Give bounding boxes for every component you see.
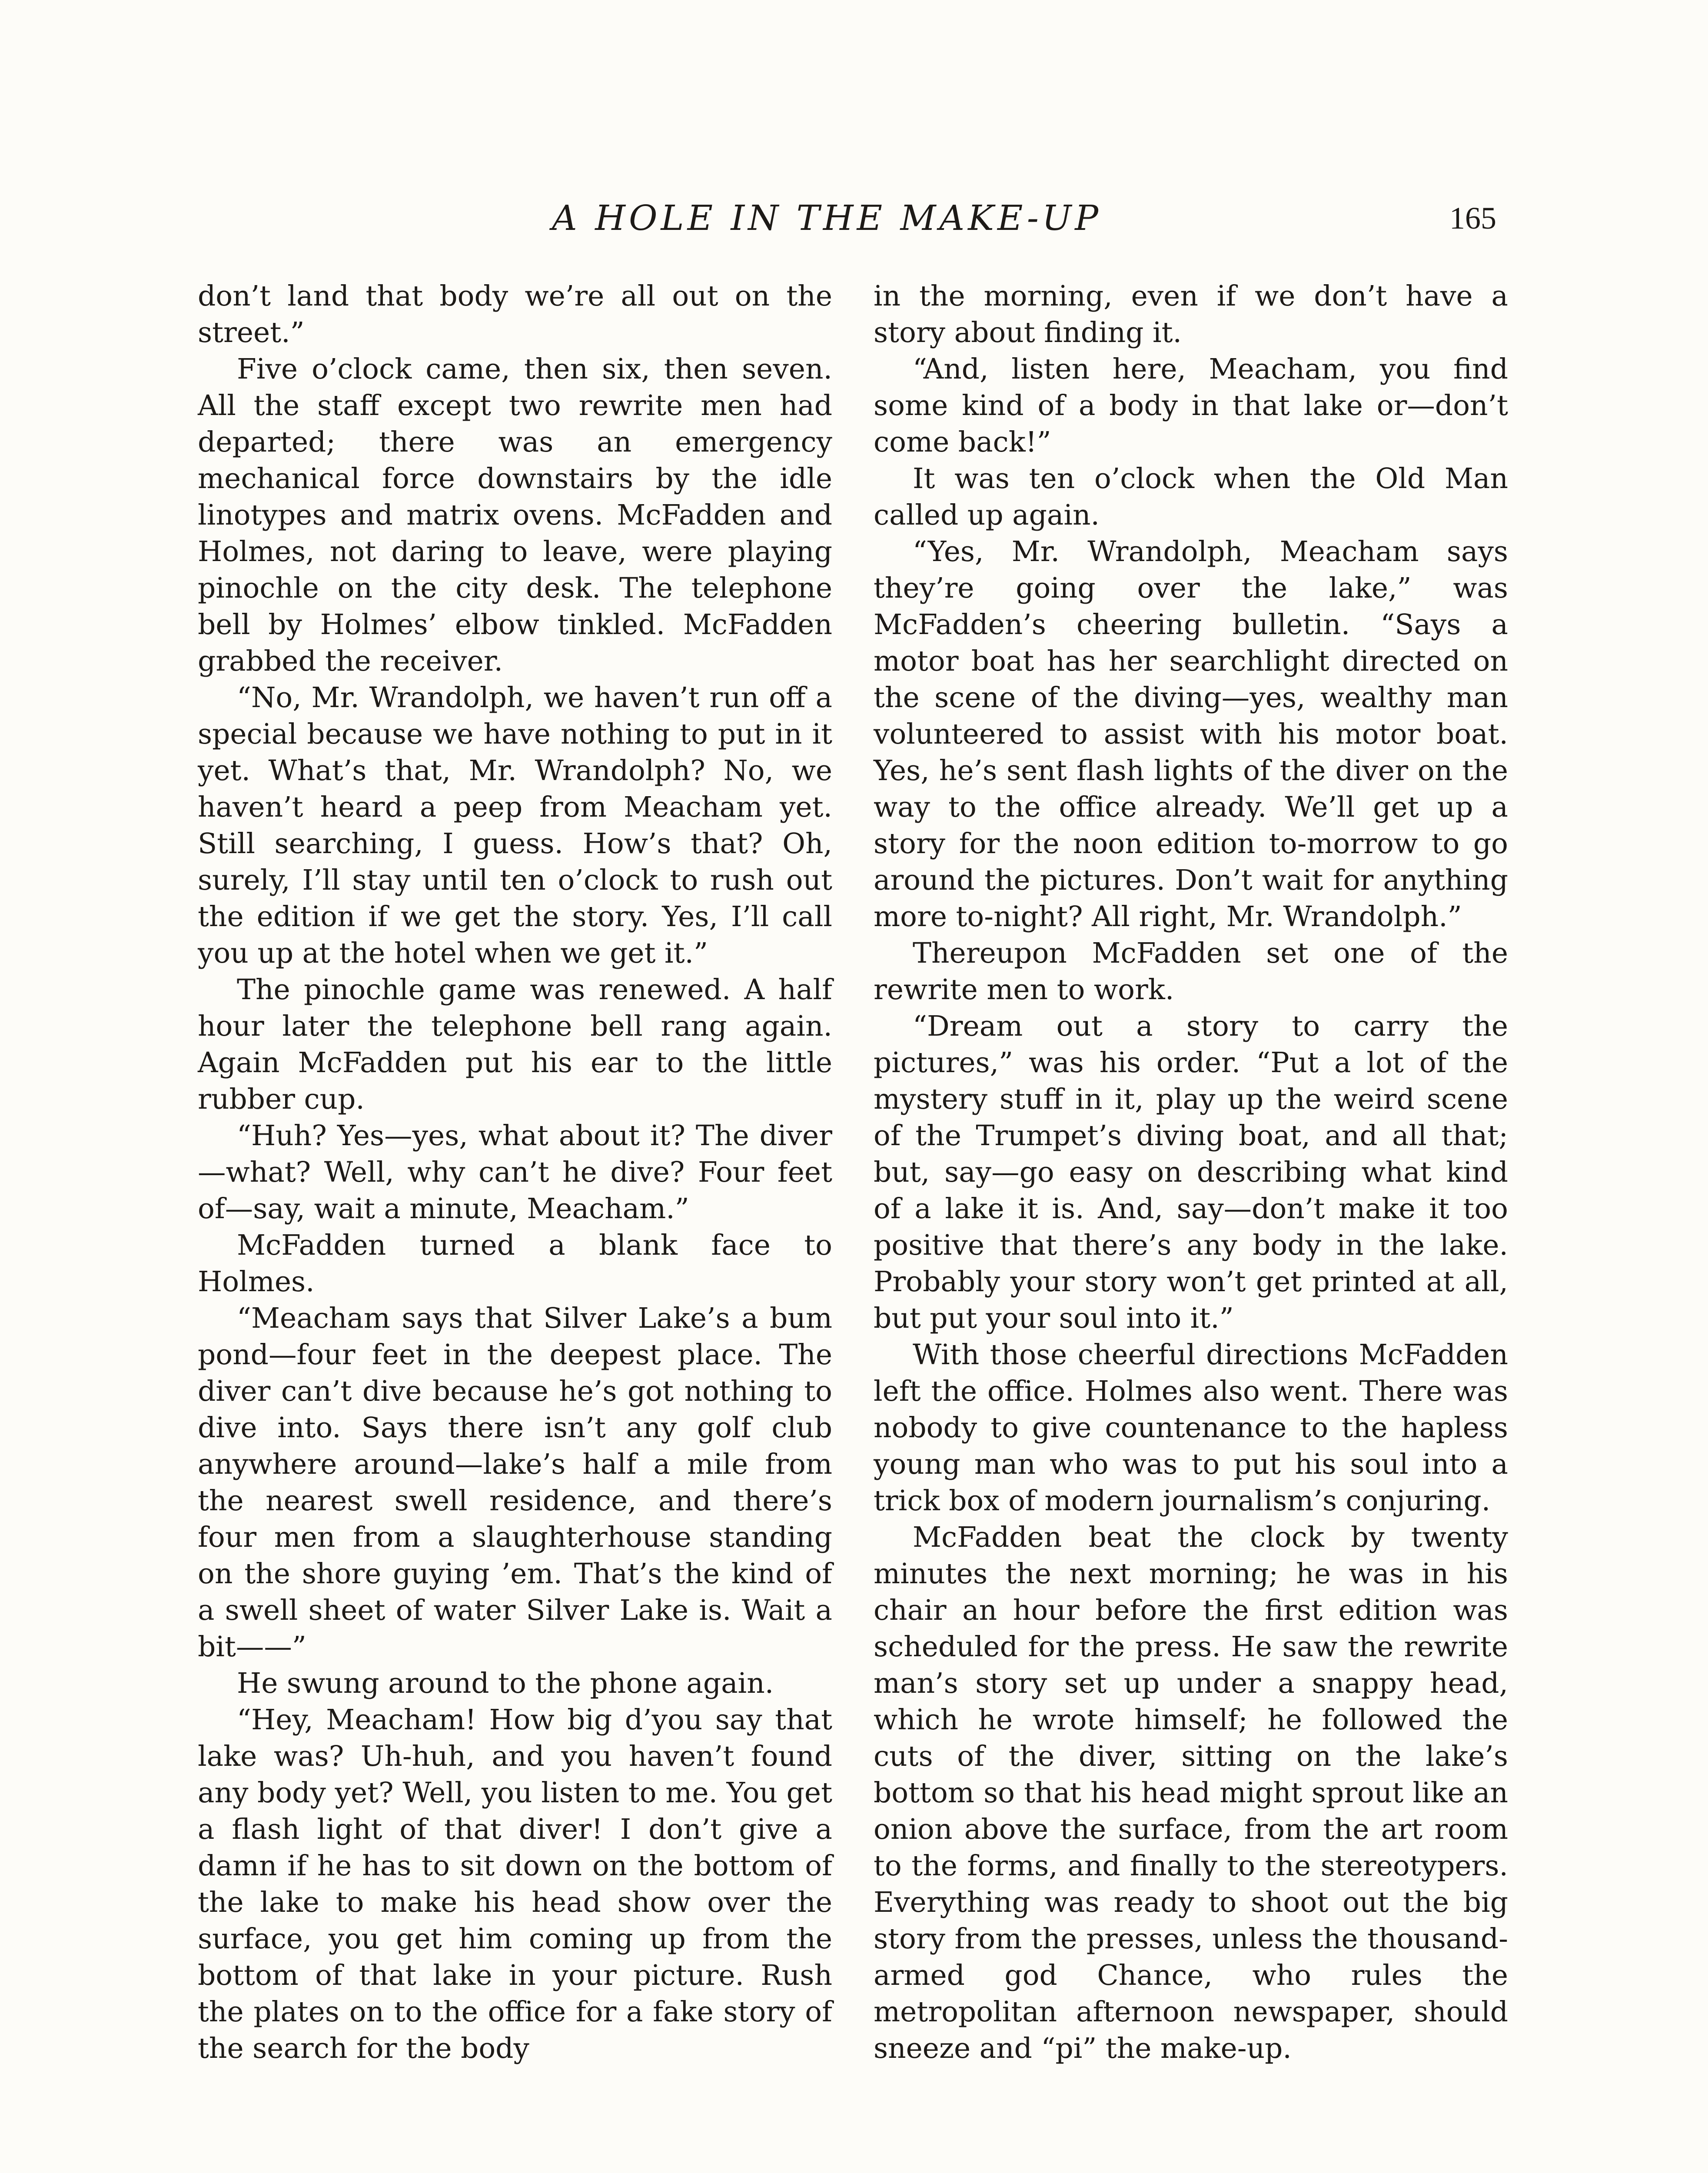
paragraph: “Meacham says that Silver Lake’s a bum pond—four feet in the deepest place. The diver can’t dive because he’s got nothing to dive into. Says there isn’t any golf club anywhere around—lake’s half a mile from the nearest swell residence, and there’s four men from a slaughterhouse standing on the shore guying ’em. That’s the kind of a swell sheet of water Silver Lake is. Wait a bit——”	[198, 1302, 832, 1663]
paragraph: “Huh? Yes—yes, what about it? The diver—what? Well, why can’t he dive? Four feet of—say, wait a minute, Meacham.”	[198, 1120, 832, 1225]
running-title: A HOLE IN THE MAKE-UP	[552, 198, 1102, 238]
paragraph: “Dream out a story to carry the pictures,” was his order. “Put a lot of the mystery stuff in it, play up the weird scene of the Trumpet’s diving boat, and all that; but, say—go easy on describing what kind of a lake it is. And, say—don’t make it too positive that there’s any body in the lake. Probably your story won’t get printed at all, but put your soul into it.”	[874, 1010, 1508, 1335]
paragraph: Five o’clock came, then six, then seven. All the staff except two rewrite men had departed; there was an emergency mechanical force downstairs by the idle linotypes and matrix ovens. McFadden and Holmes, not daring to leave, were playing pinochle on the city desk. The telephone bell by Holmes’ elbow tinkled. McFadden grabbed the receiver.	[198, 353, 832, 678]
running-head	[0, 196, 1708, 244]
paragraph: With those cheerful directions McFadden left the office. Holmes also went. There was nobody to give countenance to the hapless young man who was to put his soul into a trick box of modern journalism’s conjuring.	[874, 1339, 1508, 1517]
paragraph: “Hey, Meacham! How big d’you say that lake was? Uh-huh, and you haven’t found any body yet? Well, you listen to me. You get a flash light of that diver! I don’t give a damn if he has to sit down on the bottom of the lake to make his head show over the surface, you get him coming up from the bottom of that lake in your picture. Rush the plates on to the office for a fake story of the search for the body	[198, 1704, 832, 2065]
left-column	[198, 278, 832, 2067]
paragraph: McFadden beat the clock by twenty minutes the next morning; he was in his chair an hour before the first edition was scheduled for the press. He saw the rewrite man’s story set up under a snappy head, which he wrote himself; he followed the cuts of the diver, sitting on the lake’s bottom so that his head might sprout like an onion above the surface, from the art room to the forms, and finally to the stereotypers. Everything was ready to shoot out the big story from the presses, unless the thousand-armed god Chance, who rules the metropolitan afternoon newspaper, should sneeze and “pi” the make-up.	[874, 1521, 1508, 2065]
paragraph: He swung around to the phone again.	[237, 1667, 774, 1700]
paragraph: in the morning, even if we don’t have a story about finding it.	[874, 280, 1508, 349]
paragraph: “And, listen here, Meacham, you find some kind of a body in that lake or—don’t come back!”	[874, 353, 1508, 459]
paragraph: don’t land that body we’re all out on the street.”	[198, 280, 832, 349]
paragraph: McFadden turned a blank face to Holmes.	[198, 1229, 832, 1298]
right-column	[874, 278, 1508, 2067]
paragraph: Thereupon McFadden set one of the rewrite men to work.	[874, 937, 1508, 1006]
page-number: 165	[1449, 201, 1496, 236]
paragraph: “Yes, Mr. Wrandolph, Meacham says they’re going over the lake,” was McFadden’s cheering bulletin. “Says a motor boat has her searchlight directed on the scene of the diving—yes, wealthy man volunteered to assist with his motor boat. Yes, he’s sent flash lights of the diver on the way to the office already. We’ll get up a story for the noon edition to-morrow to go around the pictures. Don’t wait for anything more to-night? All right, Mr. Wrandolph.”	[874, 535, 1508, 933]
paragraph: “No, Mr. Wrandolph, we haven’t run off a special because we have nothing to put in it yet. What’s that, Mr. Wrandolph? No, we haven’t heard a peep from Meacham yet. Still searching, I guess. How’s that? Oh, surely, I’ll stay until ten o’clock to rush out the edition if we get the story. Yes, I’ll call you up at the hotel when we get it.”	[198, 681, 832, 970]
paragraph: The pinochle game was renewed. A half hour later the telephone bell rang again. Again McFadden put his ear to the little rubber cup.	[198, 974, 832, 1116]
paragraph: It was ten o’clock when the Old Man called up again.	[874, 462, 1508, 532]
